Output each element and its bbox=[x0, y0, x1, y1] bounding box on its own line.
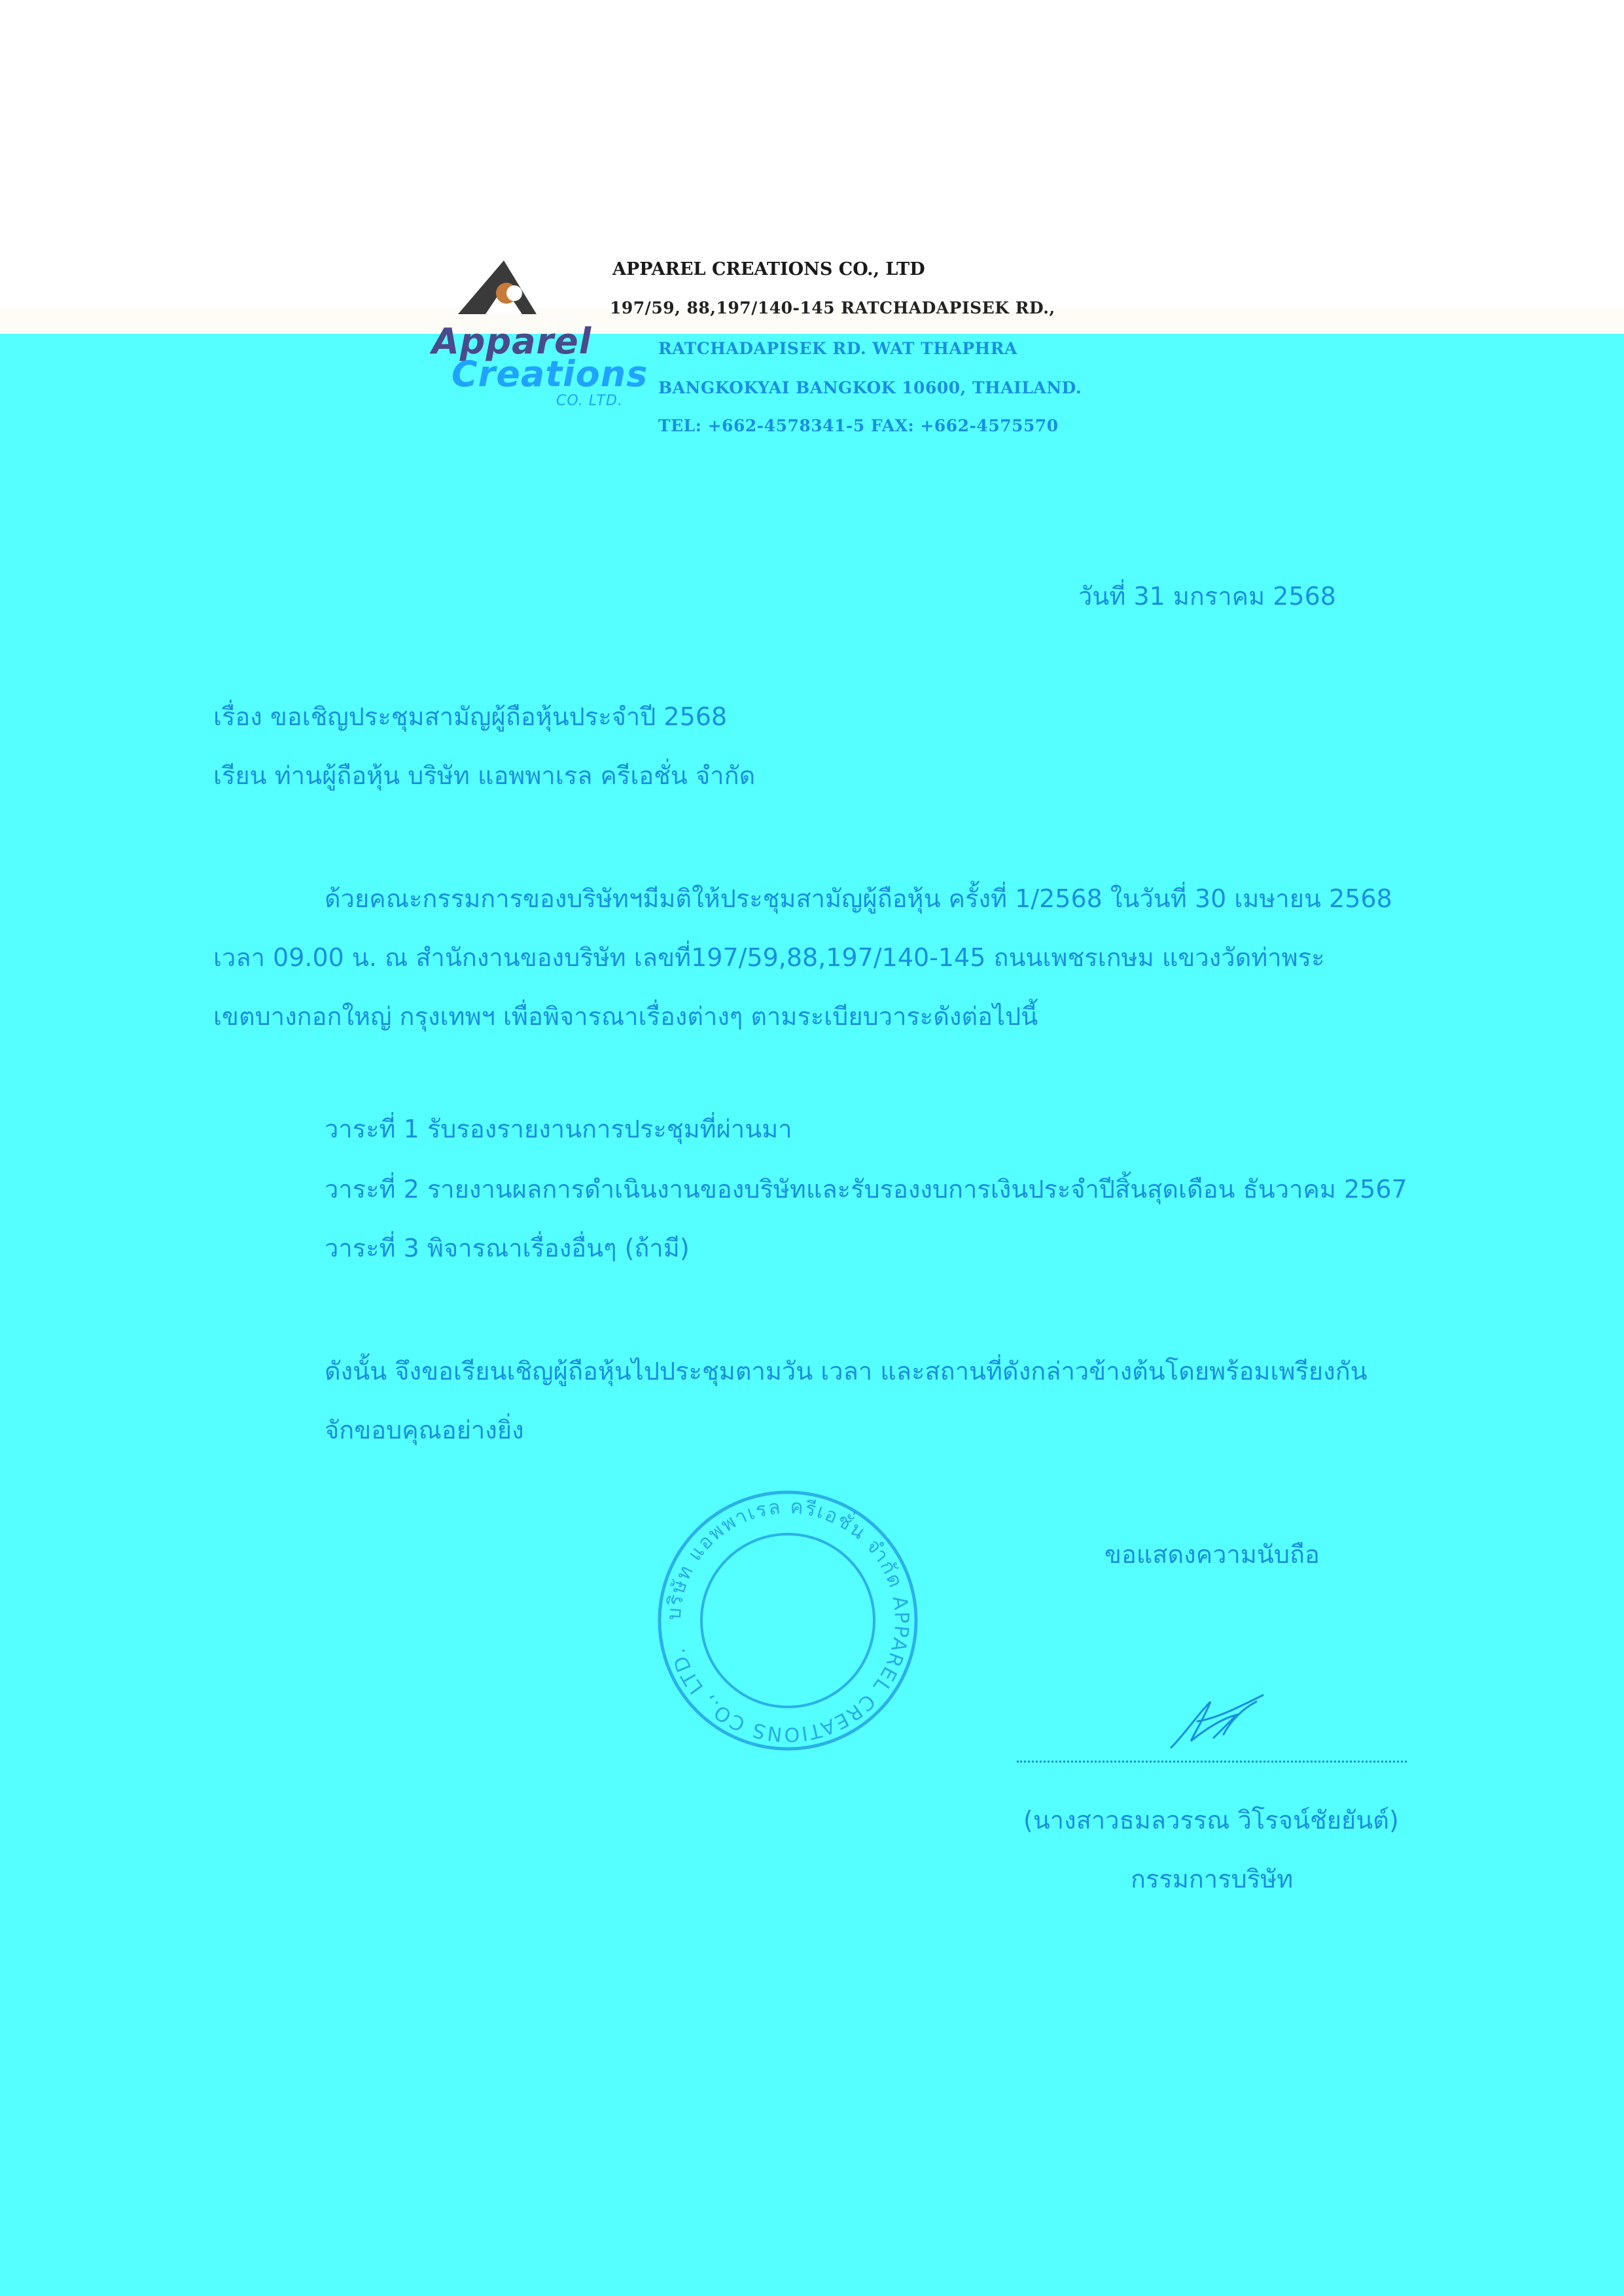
body-line-1: ด้วยคณะกรรมการของบริษัทฯมีมติให้ประชุมสามัญผู้ถือหุ้น ครั้งที่ 1/2568 ในวันที่ 30 เมษายน 2568 bbox=[325, 884, 1392, 913]
regards-text: ขอแสดงความนับถือ bbox=[1104, 1540, 1320, 1569]
body-line-3: เขตบางกอกใหญ่ กรุงเทพฯ เพื่อพิจารณาเรื่องต่างๆ ตามระเบียบวาระดังต่อไปนี้ bbox=[213, 1002, 1038, 1031]
closing-line-1: ดังนั้น จึงขอเรียนเชิญผู้ถือหุ้นไปประชุมตามวัน เวลา และสถานที่ดังกล่าวข้างต้นโดยพร้อมเพรียงกัน bbox=[325, 1357, 1368, 1386]
agenda-item-2: วาระที่ 2 รายงานผลการดำเนินงานของบริษัทและรับรองงบการเงินประจำปีสิ้นสุดเดือน ธันวาคม 2567 bbox=[325, 1175, 1407, 1204]
logo-word-apparel: Apparel bbox=[432, 321, 592, 362]
contact-line: TEL: +662-4578341-5 FAX: +662-4575570 bbox=[658, 416, 1059, 435]
company-logo bbox=[432, 255, 648, 412]
letter-subject: เรื่อง ขอเชิญประชุมสามัญผู้ถือหุ้นประจำปี 2568 bbox=[213, 702, 728, 731]
logo-word-creations: Creations bbox=[451, 353, 648, 395]
page-background bbox=[0, 334, 1624, 2296]
letterhead-band bbox=[0, 0, 1624, 340]
logo-triangle-icon bbox=[451, 255, 543, 321]
body-line-2: เวลา 09.00 น. ณ สำนักงานของบริษัท เลขที่197/59,88,197/140-145 ถนนเพชรเกษม แขวงวัดท่าพระ bbox=[213, 943, 1325, 972]
company-name: APPAREL CREATIONS CO., LTD bbox=[612, 259, 925, 279]
signature-line bbox=[1017, 1761, 1407, 1763]
address-line-3: BANGKOKYAI BANGKOK 10600, THAILAND. bbox=[658, 378, 1082, 397]
signer-name: (นางสาวธมลวรรณ วิโรจน์ชัยยันต์) bbox=[1023, 1806, 1399, 1835]
signature-mark bbox=[1158, 1689, 1276, 1761]
letter-date: วันที่ 31 มกราคม 2568 bbox=[1078, 582, 1336, 611]
seal-text: บริษัท แอพพาเรล ครีเอชั่น จำกัด APPAREL CREATIONS CO., LTD. bbox=[662, 1495, 913, 1746]
address-line-1: 197/59, 88,197/140-145 RATCHADAPISEK RD., bbox=[610, 298, 1055, 317]
company-seal bbox=[650, 1483, 925, 1758]
agenda-item-3: วาระที่ 3 พิจารณาเรื่องอื่นๆ (ถ้ามี) bbox=[325, 1234, 690, 1263]
closing-line-2: จักขอบคุณอย่างยิ่ง bbox=[325, 1416, 524, 1444]
logo-word-coltd: CO. LTD. bbox=[556, 393, 623, 409]
letter-recipient: เรียน ท่านผู้ถือหุ้น บริษัท แอพพาเรล ครีเอชั่น จำกัด bbox=[213, 761, 756, 790]
agenda-item-1: วาระที่ 1 รับรองรายงานการประชุมที่ผ่านมา bbox=[325, 1115, 792, 1143]
signer-title: กรรมการบริษัท bbox=[1131, 1865, 1294, 1893]
address-line-2: RATCHADAPISEK RD. WAT THAPHRA bbox=[658, 339, 1017, 358]
